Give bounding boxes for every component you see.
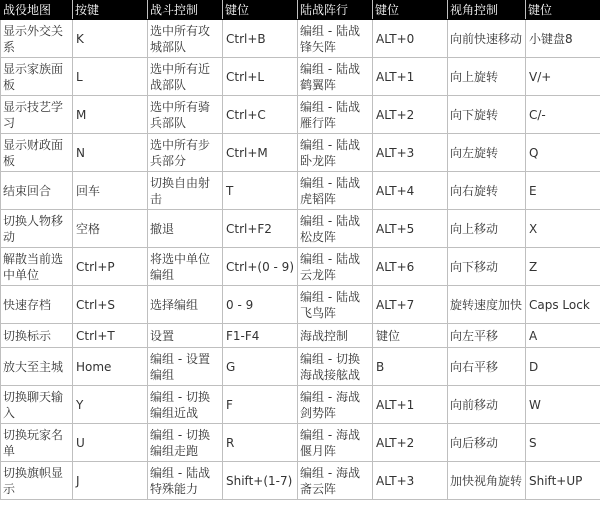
action-cell: 向右平移	[448, 348, 526, 386]
hotkey-cell: ALT+3	[373, 134, 448, 172]
hotkey-cell: ALT+1	[373, 58, 448, 96]
table-row	[1, 424, 600, 462]
action-cell: 编组 - 陆战虎韬阵	[298, 172, 373, 210]
action-cell: 切换标示	[1, 324, 73, 348]
hotkey-cell: L	[73, 58, 148, 96]
action-cell: 编组 - 陆战雁行阵	[298, 96, 373, 134]
action-cell: 编组 - 切换编组近战	[148, 386, 223, 424]
table-row	[1, 20, 600, 58]
hotkey-cell: ALT+4	[373, 172, 448, 210]
hotkey-cell: 小键盘8	[526, 20, 600, 58]
hotkey-cell: U	[73, 424, 148, 462]
action-cell: 向上移动	[448, 210, 526, 248]
hotkey-cell: ALT+7	[373, 286, 448, 324]
action-cell: 快速存档	[1, 286, 73, 324]
hotkey-cell: D	[526, 348, 600, 386]
table-row	[1, 386, 600, 424]
table-row	[1, 96, 600, 134]
hotkey-cell: F1-F4	[223, 324, 298, 348]
hotkey-cell: ALT+3	[373, 462, 448, 500]
hotkey-cell: V/+	[526, 58, 600, 96]
hotkey-cell: X	[526, 210, 600, 248]
action-cell: 编组 - 切换编组走跑	[148, 424, 223, 462]
hotkey-cell: Ctrl+T	[73, 324, 148, 348]
action-cell: 切换玩家名单	[1, 424, 73, 462]
action-cell: 向后移动	[448, 424, 526, 462]
action-cell: 向左旋转	[448, 134, 526, 172]
hotkey-cell: N	[73, 134, 148, 172]
action-cell: 向右旋转	[448, 172, 526, 210]
hotkey-cell: ALT+2	[373, 96, 448, 134]
action-cell: 选中所有骑兵部队	[148, 96, 223, 134]
hotkey-cell: R	[223, 424, 298, 462]
hotkey-cell: C/-	[526, 96, 600, 134]
table-row	[1, 324, 600, 348]
action-cell: 显示技艺学习	[1, 96, 73, 134]
table-row	[1, 286, 600, 324]
action-cell: 切换旗帜显示	[1, 462, 73, 500]
action-cell: 向左平移	[448, 324, 526, 348]
hotkey-cell: K	[73, 20, 148, 58]
action-cell: 显示家族面板	[1, 58, 73, 96]
header-campaign-map: 战役地图	[1, 1, 73, 20]
action-cell: 选中所有攻城部队	[148, 20, 223, 58]
hotkey-cell: 键位	[373, 324, 448, 348]
action-cell: 编组 - 海战剑势阵	[298, 386, 373, 424]
action-cell: 向下旋转	[448, 96, 526, 134]
hotkey-cell: Ctrl+M	[223, 134, 298, 172]
hotkey-cell: Caps Lock	[526, 286, 600, 324]
hotkey-cell: E	[526, 172, 600, 210]
table-row	[1, 462, 600, 500]
table-header	[1, 1, 600, 20]
action-cell: 编组 - 陆战锋矢阵	[298, 20, 373, 58]
hotkey-cell: Z	[526, 248, 600, 286]
hotkey-cell: W	[526, 386, 600, 424]
action-cell: 加快视角旋转	[448, 462, 526, 500]
table-row	[1, 348, 600, 386]
hotkey-cell: Ctrl+(0 - 9)	[223, 248, 298, 286]
action-cell: 旋转速度加快	[448, 286, 526, 324]
hotkey-cell: 0 - 9	[223, 286, 298, 324]
hotkey-cell: ALT+0	[373, 20, 448, 58]
hotkey-cell: F	[223, 386, 298, 424]
action-cell: 向前快速移动	[448, 20, 526, 58]
action-cell: 编组 - 陆战卧龙阵	[298, 134, 373, 172]
header-row	[1, 1, 600, 20]
action-cell: 显示外交关系	[1, 20, 73, 58]
hotkey-cell: Ctrl+F2	[223, 210, 298, 248]
hotkey-cell: B	[373, 348, 448, 386]
hotkey-cell: ALT+2	[373, 424, 448, 462]
action-cell: 编组 - 海战偃月阵	[298, 424, 373, 462]
action-cell: 显示财政面板	[1, 134, 73, 172]
action-cell: 向下移动	[448, 248, 526, 286]
action-cell: 向前移动	[448, 386, 526, 424]
action-cell: 编组 - 陆战松皮阵	[298, 210, 373, 248]
header-battle-control: 战斗控制	[148, 1, 223, 20]
header-key-4: 键位	[526, 1, 600, 20]
table-row	[1, 58, 600, 96]
hotkey-cell: G	[223, 348, 298, 386]
hotkey-cell: J	[73, 462, 148, 500]
action-cell: 放大至主城	[1, 348, 73, 386]
action-cell: 切换人物移动	[1, 210, 73, 248]
hotkey-cell: A	[526, 324, 600, 348]
action-cell: 结束回合	[1, 172, 73, 210]
hotkey-cell: Ctrl+B	[223, 20, 298, 58]
action-cell: 编组 - 切换海战接舷战	[298, 348, 373, 386]
hotkey-cell: M	[73, 96, 148, 134]
hotkey-cell: 空格	[73, 210, 148, 248]
hotkey-cell: ALT+5	[373, 210, 448, 248]
action-cell: 撤退	[148, 210, 223, 248]
header-camera-control: 视角控制	[448, 1, 526, 20]
table-row	[1, 134, 600, 172]
action-cell: 将选中单位编组	[148, 248, 223, 286]
action-cell: 解散当前选中单位	[1, 248, 73, 286]
hotkey-cell: S	[526, 424, 600, 462]
action-cell: 编组 - 设置编组	[148, 348, 223, 386]
header-key-1: 按键	[73, 1, 148, 20]
action-cell: 编组 - 陆战特殊能力	[148, 462, 223, 500]
action-cell: 编组 - 海战斋云阵	[298, 462, 373, 500]
hotkey-cell: ALT+6	[373, 248, 448, 286]
action-cell: 选中所有步兵部分	[148, 134, 223, 172]
hotkey-cell: Ctrl+C	[223, 96, 298, 134]
hotkey-cell: Ctrl+L	[223, 58, 298, 96]
action-cell: 海战控制	[298, 324, 373, 348]
action-cell: 切换自由射击	[148, 172, 223, 210]
action-cell: 向上旋转	[448, 58, 526, 96]
hotkey-cell: Home	[73, 348, 148, 386]
hotkey-cell: T	[223, 172, 298, 210]
hotkey-cell: Ctrl+S	[73, 286, 148, 324]
hotkey-cell: Q	[526, 134, 600, 172]
hotkey-cell: 回车	[73, 172, 148, 210]
table-row	[1, 248, 600, 286]
action-cell: 选中所有近战部队	[148, 58, 223, 96]
action-cell: 编组 - 陆战鹤翼阵	[298, 58, 373, 96]
header-key-2: 键位	[223, 1, 298, 20]
action-cell: 编组 - 陆战飞鸟阵	[298, 286, 373, 324]
hotkey-cell: Y	[73, 386, 148, 424]
hotkey-cell: Shift+UP	[526, 462, 600, 500]
hotkey-cell: Ctrl+P	[73, 248, 148, 286]
action-cell: 设置	[148, 324, 223, 348]
hotkey-cell: Shift+(1-7)	[223, 462, 298, 500]
action-cell: 选择编组	[148, 286, 223, 324]
table-row	[1, 210, 600, 248]
table-body	[1, 20, 600, 500]
action-cell: 编组 - 陆战云龙阵	[298, 248, 373, 286]
header-key-3: 键位	[373, 1, 448, 20]
header-land-formation: 陆战阵行	[298, 1, 373, 20]
action-cell: 切换聊天输入	[1, 386, 73, 424]
hotkey-cell: ALT+1	[373, 386, 448, 424]
table-row	[1, 172, 600, 210]
